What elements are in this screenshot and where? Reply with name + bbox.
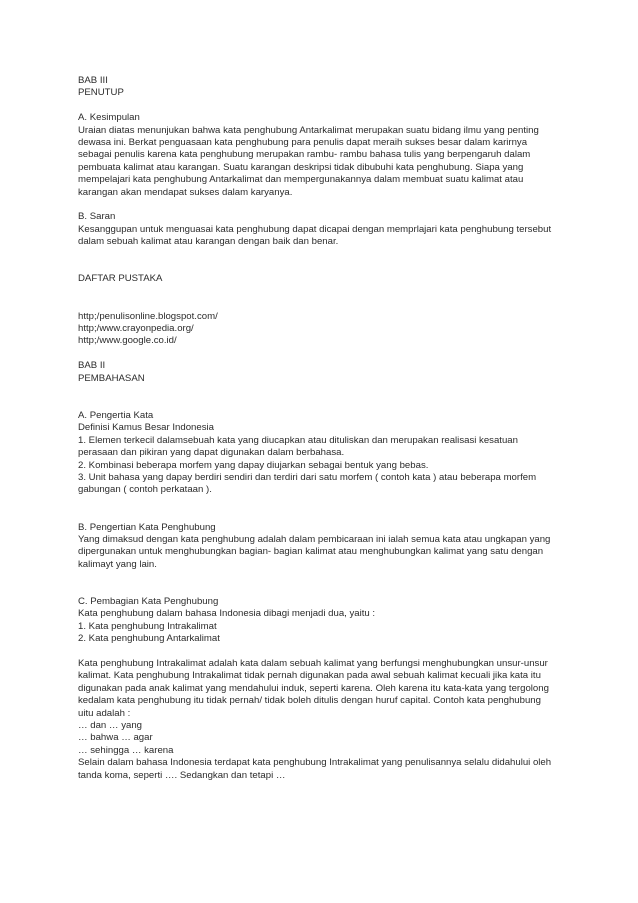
text-line: Yang dimaksud dengan kata penghubung adalah dalam pembicaraan ini ialah semua kata atau ungkapan yang [78,533,551,545]
text-line: PENUTUP [78,87,124,99]
text-line: Uraian diatas menunjukan bahwa kata penghubung Antarkalimat merupakan suatu bidang ilmu yang penting [78,124,539,136]
text-line: kedalam kata penghubung itu tidak pernah/ tidak boleh ditulis dengan huruf capital. Contoh kata penghubung [78,695,541,707]
text-line: … dan … yang [78,719,142,731]
text-line: Kata penghubung Intrakalimat adalah kata dalam sebuah kalimat yang berfungsi menghubungkan unsur-unsur [78,657,548,669]
spacer [78,249,578,274]
spacer [78,199,578,211]
text-line: 1. Elemen terkecil dalamsebuah kata yang diucapkan atau dituliskan dan merupakan realisasi kesatuan [78,434,518,446]
spacer [78,646,578,658]
text-line: http;/www.google.co.id/ [78,335,177,347]
text-line: dalam sebuah kalimat atau karangan dengan baik dan benar. [78,236,339,248]
text-line: PEMBAHASAN [78,372,145,384]
text-block [78,410,578,497]
text-line: … bahwa … agar [78,732,153,744]
text-line: C. Pembagian Kata Penghubung [78,595,219,607]
text-line: sebagai penulis karena kata penghubung merupakan rambu- rambu bahasa tulis yang berpengaruh dalam [78,149,531,161]
text-line: digunakan pada anak kalimat yang mendahului induk, seperti karena. Oleh karena itu kata-kata yang tergolong [78,682,549,694]
text-line: 1. Kata penghubung Intrakalimat [78,620,217,632]
text-block [78,211,578,248]
text-block [78,360,578,385]
text-block [78,273,578,285]
text-line: 2. Kata penghubung Antarkalimat [78,633,220,645]
text-block [78,596,578,646]
text-block [78,112,578,199]
text-line: perasaan dan pikiran yang dapat digunakan dalam berbahasa. [78,447,345,459]
text-line: kalimayt yang lain. [78,558,157,570]
text-line: B. Pengertian Kata Penghubung [78,521,216,533]
text-line: Selain dalam bahasa Indonesia terdapat kata penghubung Intrakalimat yang penulisannya selalu didahului oleh [78,757,552,769]
text-line: http;/penulisonline.blogspot.com/ [78,310,218,322]
text-line: DAFTAR PUSTAKA [78,273,163,285]
text-block [78,658,578,782]
text-line: pembuata kalimat atau karangan. Suatu karangan deskripsi tidak dibubuhi kata penghubung. Siapa yang [78,161,524,173]
text-line: 3. Unit bahasa yang dapay berdiri sendiri dan terdiri dari satu morfem ( contoh kata ) atau beberapa morfem [78,471,537,483]
text-line: tanda koma, seperti …. Sedangkan dan tetapi … [78,769,286,781]
text-line: kalimat. Kata penghubung Intrakalimat tidak pernah digunakan pada awal sebuah kalimat kecuali jika kata itu [78,670,541,682]
text-block [78,75,578,100]
text-line: karangan akan mendapat sukses dalam karyanya. [78,186,293,198]
text-line: dewasa ini. Berkat penguasaan kata penghubung para penulis dapat meraih sukses besar dalam karirnya [78,137,528,149]
spacer [78,100,578,112]
text-line: http;/www.crayonpedia.org/ [78,323,194,335]
text-line: A. Pengertia Kata [78,409,154,421]
text-line: 2. Kombinasi beberapa morfem yang dapay diujarkan sebagai bentuk yang bebas. [78,459,429,471]
text-line: dipergunakan untuk menghubungkan bagian- bagian kalimat atau menghubungkan kalimat yang satu dengan [78,546,544,558]
text-block [78,311,578,348]
spacer [78,385,578,410]
document-page [78,75,578,782]
spacer [78,497,578,522]
spacer [78,348,578,360]
text-line: Definisi Kamus Besar Indonesia [78,422,214,434]
text-line: B. Saran [78,211,116,223]
text-line: Kesanggupan untuk menguasai kata penghubung dapat dicapai dengan memprlajari kata penghubung tersebut [78,223,552,235]
text-line: A. Kesimpulan [78,112,140,124]
text-line: mempelajari kata penghubung Antarkalimat dan mempergunakannya dalam membuat suatu kalimat atau [78,174,524,186]
text-line: uitu adalah : [78,707,131,719]
spacer [78,571,578,596]
text-line: BAB II [78,360,106,372]
text-line: … sehingga … karena [78,744,174,756]
text-line: Kata penghubung dalam bahasa Indonesia dibagi menjadi dua, yaitu : [78,608,376,620]
text-line: gabungan ( contoh perkataan ). [78,484,212,496]
spacer [78,286,578,311]
text-line: BAB III [78,75,108,86]
text-block [78,522,578,572]
